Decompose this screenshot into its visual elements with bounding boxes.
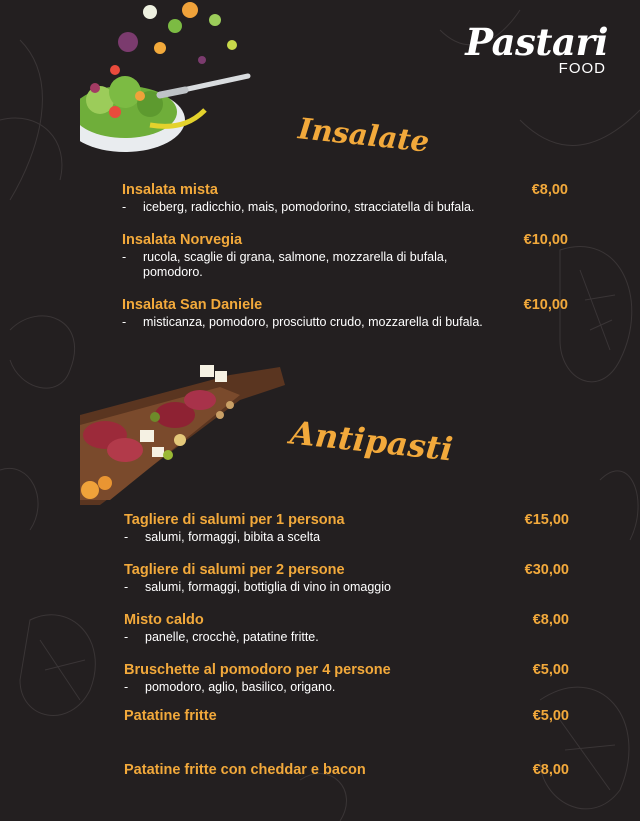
item-description: pomodoro, aglio, basilico, origano. <box>145 680 336 694</box>
item-description: misticanza, pomodoro, prosciutto crudo, mozzarella di bufala. <box>143 315 483 329</box>
item-name: Tagliere di salumi per 2 persone <box>124 562 345 578</box>
item-name: Patatine fritte <box>124 708 217 724</box>
item-price: €8,00 <box>532 762 569 778</box>
item-name: Insalata Norvegia <box>122 232 243 248</box>
bullet-dash: - <box>124 630 129 644</box>
bullet-dash: - <box>124 680 129 694</box>
menu-item <box>124 762 569 779</box>
brand-subtitle: FOOD <box>558 60 606 77</box>
item-description: panelle, crocchè, patatine fritte. <box>145 630 319 644</box>
brand-name: Pastari <box>465 20 608 64</box>
item-price: €5,00 <box>532 708 569 724</box>
item-price: €5,00 <box>532 662 569 678</box>
brand-logo <box>465 22 608 77</box>
salad-image <box>80 0 280 165</box>
item-description: iceberg, radicchio, mais, pomodorino, stracciatella di bufala. <box>143 200 475 214</box>
item-price: €10,00 <box>523 297 568 313</box>
item-name: Insalata mista <box>122 182 218 198</box>
item-price: €10,00 <box>523 232 568 248</box>
menu-item <box>124 612 569 645</box>
menu-item <box>122 182 568 215</box>
menu-item <box>124 562 569 595</box>
item-description: salumi, formaggi, bibita a scelta <box>145 530 321 544</box>
menu-item <box>122 232 568 280</box>
charcuterie-board-image <box>80 355 285 510</box>
item-price: €15,00 <box>524 512 569 528</box>
item-description: rucola, scaglie di grana, salmone, mozzarella di bufala, pomodoro. <box>143 250 448 279</box>
item-name: Misto caldo <box>124 612 204 628</box>
bullet-dash: - <box>122 250 127 264</box>
section-title-insalate: Insalate <box>296 111 431 159</box>
section-title-antipasti: Antipasti <box>288 413 455 469</box>
item-name: Tagliere di salumi per 1 persona <box>124 512 345 528</box>
item-name: Patatine fritte con cheddar e bacon <box>124 762 366 778</box>
item-name: Insalata San Daniele <box>122 297 263 313</box>
bullet-dash: - <box>124 580 129 594</box>
bullet-dash: - <box>124 530 129 544</box>
bullet-dash: - <box>122 200 127 214</box>
menu-item <box>124 662 569 695</box>
item-price: €8,00 <box>532 612 569 628</box>
menu-item <box>124 512 569 545</box>
menu-item <box>124 708 569 725</box>
item-name: Bruschette al pomodoro per 4 persone <box>124 662 391 678</box>
bullet-dash: - <box>122 315 127 329</box>
menu-item <box>122 297 568 330</box>
item-price: €8,00 <box>531 182 568 198</box>
item-description: salumi, formaggi, bottiglia di vino in omaggio <box>145 580 391 594</box>
item-price: €30,00 <box>524 562 569 578</box>
